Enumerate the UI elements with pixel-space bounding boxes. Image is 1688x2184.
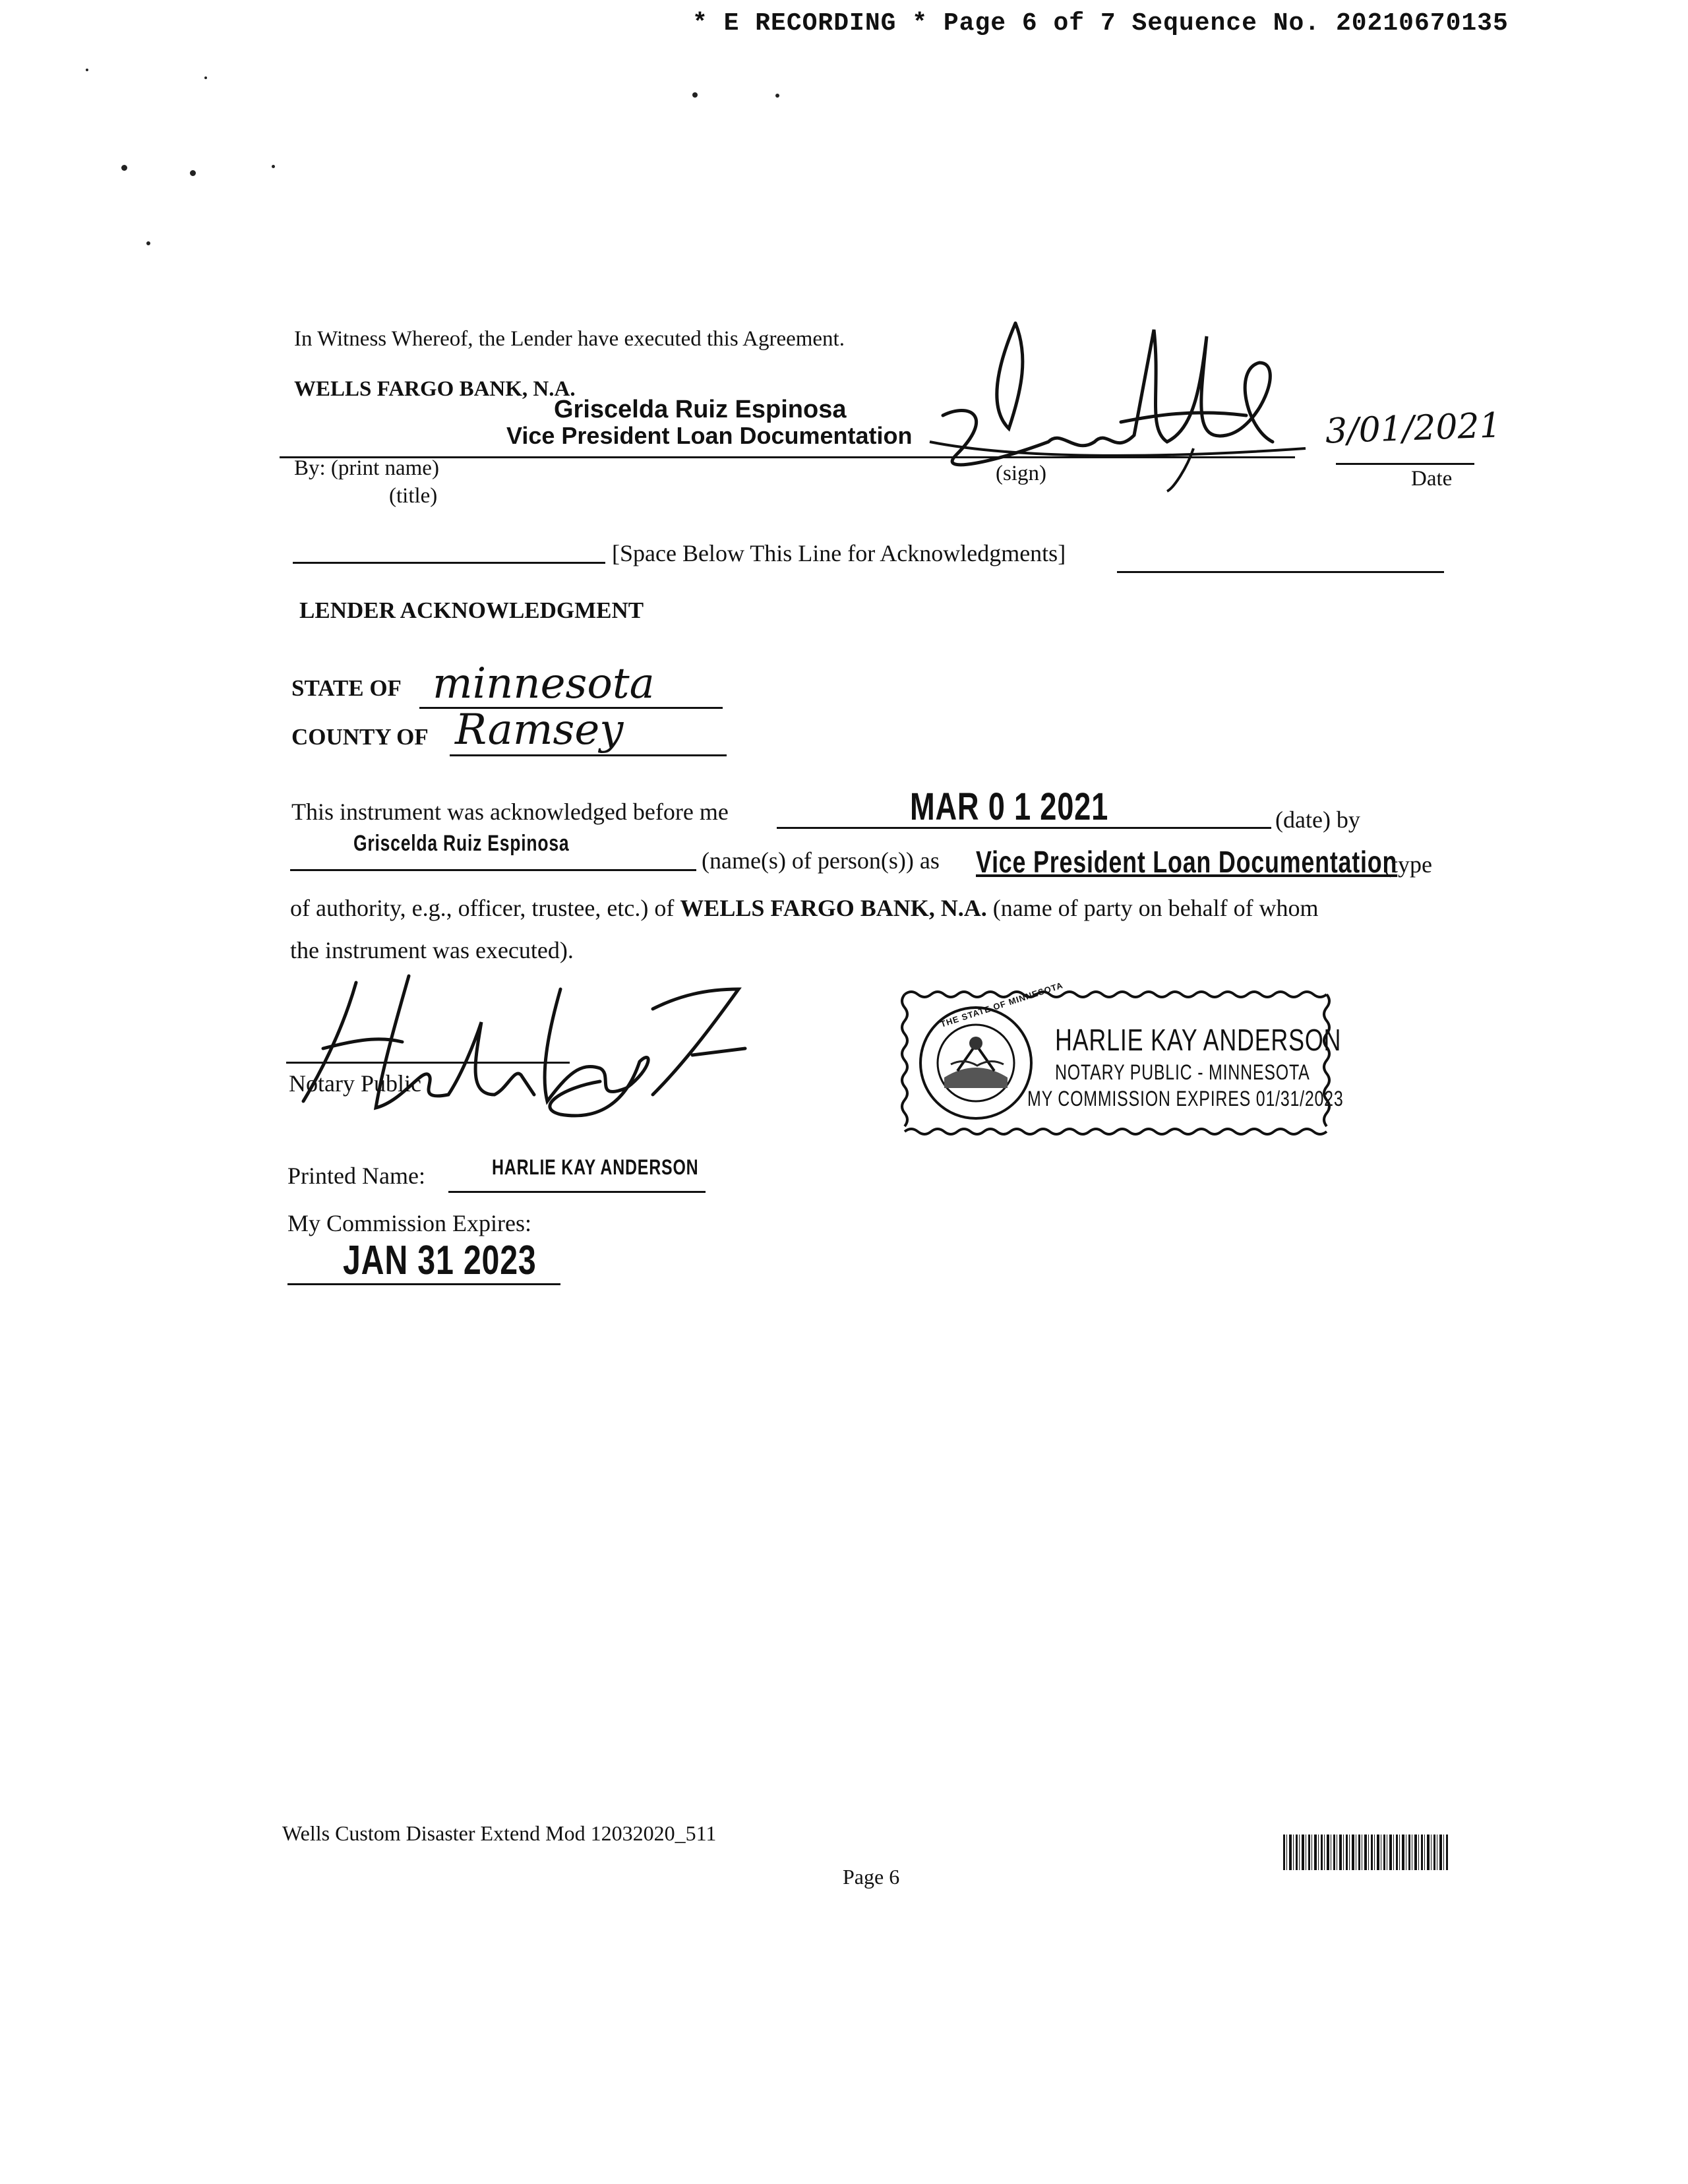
barcode-icon [1283,1835,1448,1870]
notary-signature-line [286,1062,570,1064]
printed-name-line [448,1191,706,1193]
acknowledgment-divider: [Space Below This Line for Acknowledgments] [612,540,1066,566]
scan-speck [86,69,88,71]
scan-speck [775,94,779,98]
county-value: Ramsey [455,706,624,754]
scan-speck [146,241,150,245]
recording-header: * E RECORDING * Page 6 of 7 Sequence No. 20210670135 [692,9,1509,38]
ack-line3 [290,894,1319,922]
stamp-notary-name: HARLIE KAY ANDERSON [1055,1023,1342,1057]
scan-speck [272,165,275,168]
scan-speck [692,92,698,98]
stamp-commission-expires: MY COMMISSION EXPIRES 01/31/2023 [1027,1087,1344,1110]
ack-line1-pre: This instrument was acknowledged before me [291,799,729,825]
printed-name-label: Printed Name: [287,1163,425,1189]
notary-stamp [898,980,1344,1138]
signature-date: 3/01/2021 [1325,406,1502,452]
signer-title: Vice President Loan Documentation [506,422,913,449]
state-label: STATE OF [291,675,402,701]
commission-expires-stamp: JAN 31 2023 [343,1238,537,1283]
by-label: By: (print name) [294,456,439,480]
scan-speck [121,165,127,171]
ack-line3-post: (name of party on behalf of whom [992,895,1319,921]
lender-name: WELLS FARGO BANK, N.A. [294,377,576,401]
printed-name-value: HARLIE KAY ANDERSON [492,1155,699,1179]
signer-name: Griscelda Ruiz Espinosa [554,396,847,423]
ack-line4: the instrument was executed). [290,937,574,963]
ack-line3-bank: WELLS FARGO BANK, N.A. [680,895,987,921]
ack-date-stamp: MAR 0 1 2021 [910,785,1109,828]
ack-line1-post: (date) by [1275,806,1360,833]
sign-label: (sign) [996,462,1046,485]
commission-line [287,1283,560,1285]
state-value: minnesota [433,659,655,708]
stamp-notary-title: NOTARY PUBLIC - MINNESOTA [1055,1060,1310,1084]
lender-signature [917,310,1312,495]
ack-line2-post: (type [1383,851,1432,878]
minnesota-seal-icon [918,1005,1034,1121]
notary-public-label: Notary Public [289,1070,421,1097]
page-number: Page 6 [843,1865,900,1889]
scan-speck [190,170,196,176]
scan-speck [204,76,207,79]
commission-label: My Commission Expires: [287,1210,532,1236]
seal-ring-text: THE STATE OF MINNESOTA [939,980,1065,1029]
witness-statement: In Witness Whereof, the Lender have executed this Agreement. [294,327,845,351]
county-line [450,754,727,756]
person-name-line [290,869,696,871]
county-label: COUNTY OF [291,724,429,750]
ack-person-name: Griscelda Ruiz Espinosa [353,831,570,856]
acknowledgment-heading: LENDER ACKNOWLEDGMENT [299,597,644,623]
title-label: (title) [389,484,438,508]
notary-signature [284,969,758,1128]
ack-person-title: Vice President Loan Documentation [976,845,1398,879]
ack-line2-mid: (name(s) of person(s)) as [702,847,940,874]
date-line [1336,463,1474,465]
divider-line-right [1117,571,1444,573]
ack-line3-pre: of authority, e.g., officer, trustee, etc.) of [290,895,675,921]
form-id: Wells Custom Disaster Extend Mod 12032020_511 [282,1821,717,1845]
date-label: Date [1411,467,1453,491]
divider-line-left [293,562,605,564]
